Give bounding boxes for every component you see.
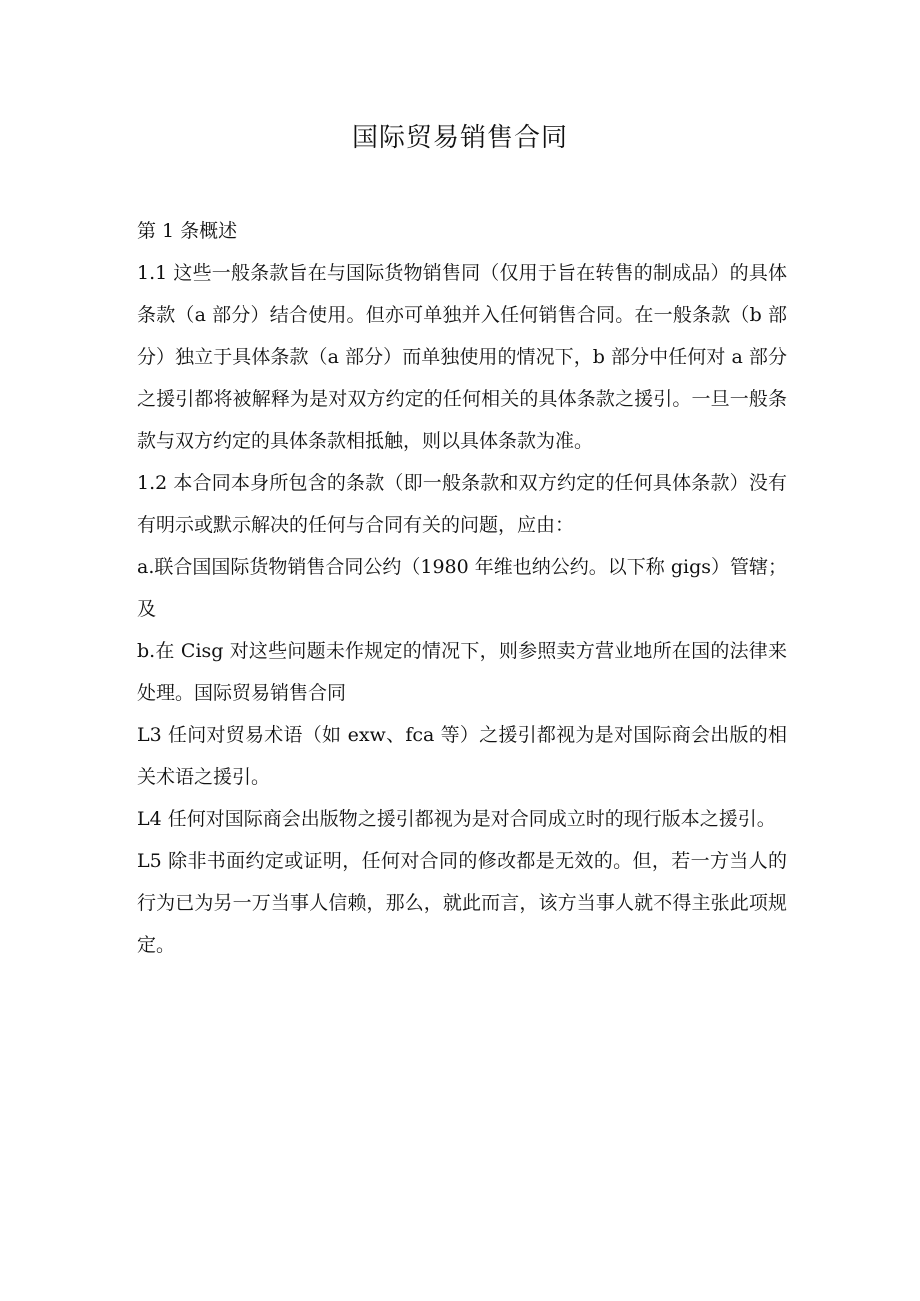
clause-1-2-b: b.在 Cisg 对这些问题未作规定的情况下，则参照卖方营业地所在国的法律来处理。国际贸易销售合同 [137, 640, 787, 704]
document-body [137, 210, 787, 966]
article-heading: 第 1 条概述 [137, 220, 238, 242]
clause-1-1: 1.1 这些一般条款旨在与国际货物销售同（仅用于旨在转售的制成品）的具体条款（a 部分）结合使用。但亦可单独并入任何销售合同。在一般条款（b 部分）独立于具体条款（a 部分）而单独使用的情况下，b 部分中任何对 a 部分之援引都将被解释为是对双方约定的任何相关的具体条款之援引。一旦一般条款与双方约定的具体条款相抵触，则以具体条款为准。 [137, 262, 787, 452]
clause-1-4: L4 任何对国际商会出版物之援引都视为是对合同成立时的现行版本之援引。 [137, 808, 776, 830]
clause-1-3: L3 任问对贸易术语（如 exw、fca 等）之援引都视为是对国际商会出版的相关术语之援引。 [137, 724, 787, 788]
clause-1-2-a: a.联合国国际货物销售合同公约（1980 年维也纳公约。以下称 gigs）管辖；及 [137, 556, 787, 620]
document-title: 国际贸易销售合同 [351, 123, 568, 153]
clause-1-2: 1.2 本合同本身所包含的条款（即一般条款和双方约定的任何具体条款）没有有明示或默示解决的任何与合同有关的问题，应由： [137, 472, 787, 536]
clause-1-5: L5 除非书面约定或证明，任何对合同的修改都是无效的。但，若一方当人的行为已为另一万当事人信赖，那么，就此而言，该方当事人就不得主张此项规定。 [137, 850, 787, 956]
